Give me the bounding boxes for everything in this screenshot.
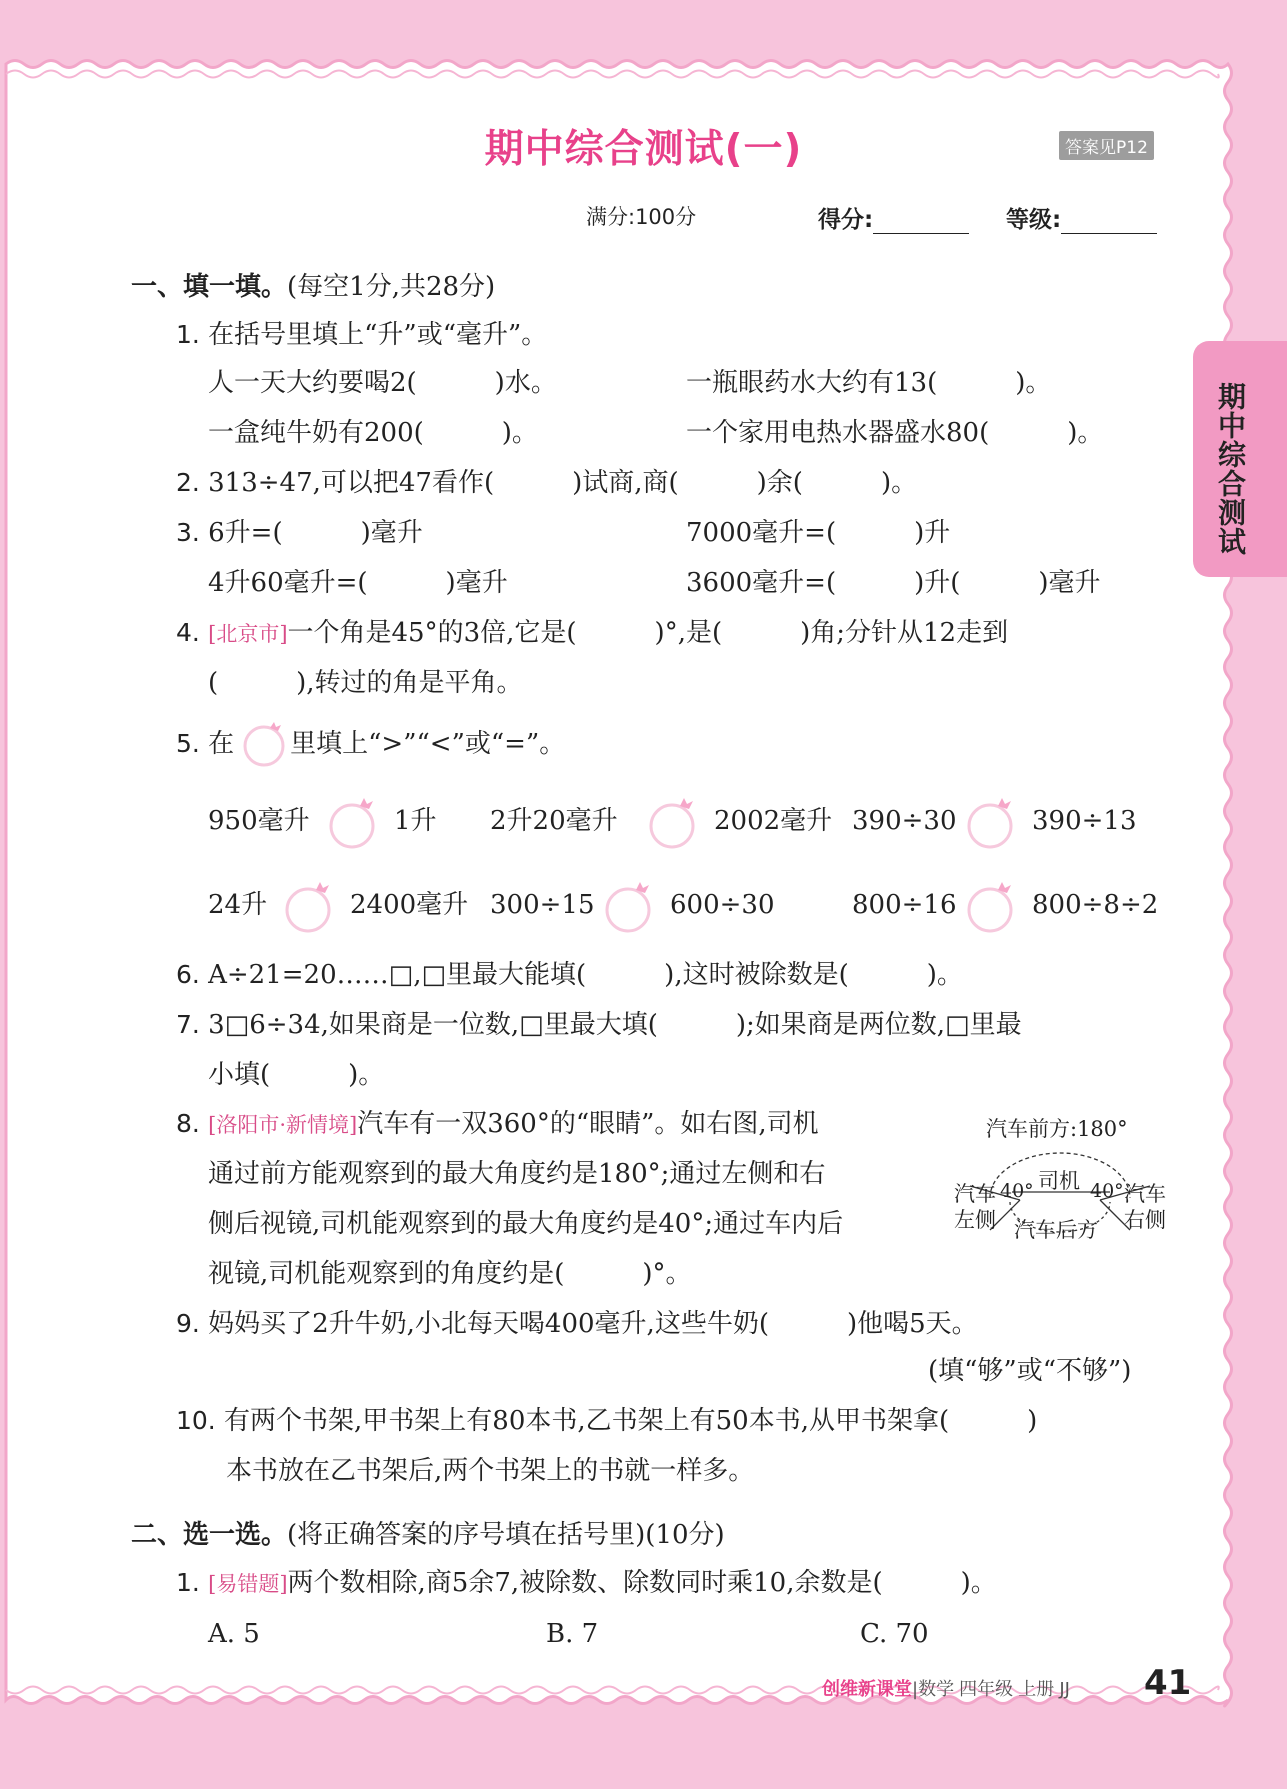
full-score-label: 满分:100分 bbox=[586, 205, 697, 229]
cmp-r2-left-3: 800÷16 bbox=[852, 890, 957, 920]
side-tab-label: 期中综合测试 bbox=[1214, 382, 1247, 556]
q8-num: 8. bbox=[176, 1109, 200, 1138]
section1-title: 一、填一填。 bbox=[131, 272, 288, 302]
cmp-r1-left-3: 390÷30 bbox=[852, 806, 957, 836]
q5-text-b: 里填上“>”“<”或“=”。 bbox=[290, 729, 566, 759]
footer-subject: 数学 bbox=[918, 1679, 955, 1700]
q1-item-b: 一瓶眼药水大约有13( )。 bbox=[686, 368, 1052, 398]
question-7 bbox=[176, 1008, 1022, 1042]
q3-item-c: 4升60毫升=( )毫升 bbox=[208, 568, 508, 598]
footer-grade: 四年级 bbox=[959, 1679, 1014, 1700]
answer-circle-r2-1[interactable] bbox=[282, 880, 336, 934]
diagram-angle-left: 40° bbox=[1000, 1180, 1034, 1202]
question-5 bbox=[176, 727, 565, 761]
q7-text: 3□6÷34,如果商是一位数,□里最大填( );如果商是两位数,□里最 bbox=[208, 1010, 1022, 1040]
grade-label: 等级: bbox=[1006, 207, 1062, 233]
footer bbox=[822, 1675, 1070, 1701]
diagram-left-b: 左侧 bbox=[954, 1208, 996, 1232]
footer-brand: 创维新课堂 bbox=[822, 1679, 912, 1700]
s2q1-num: 1. bbox=[176, 1568, 200, 1597]
page-number: 41 bbox=[1144, 1663, 1192, 1703]
cmp-r2-right-2: 600÷30 bbox=[670, 890, 775, 920]
grade-field[interactable] bbox=[1006, 201, 1157, 234]
option-b[interactable]: B. 7 bbox=[546, 1619, 599, 1649]
q8-line4: 视镜,司机能观察到的角度约是( )°。 bbox=[208, 1259, 692, 1289]
cmp-r2-right-3: 800÷8÷2 bbox=[1032, 890, 1159, 920]
diagram-right-a: 汽车 bbox=[1124, 1182, 1166, 1206]
diagram-driver-label: 司机 bbox=[1038, 1169, 1080, 1193]
answer-circle-r1-3[interactable] bbox=[964, 796, 1018, 850]
score-blank bbox=[873, 211, 969, 234]
page-title: 期中综合测试(一) bbox=[484, 127, 803, 172]
q1-item-c: 一盒纯牛奶有200( )。 bbox=[208, 418, 538, 448]
q8-line3: 侧后视镜,司机能观察到的最大角度约是40°;通过车内后 bbox=[208, 1209, 844, 1239]
q10-text-line2: 本书放在乙书架后,两个书架上的书就一样多。 bbox=[226, 1456, 755, 1486]
q7-num: 7. bbox=[176, 1010, 200, 1039]
q1-item-a: 人一天大约要喝2( )水。 bbox=[208, 368, 557, 398]
q1-item-d: 一个家用电热水器盛水80( )。 bbox=[686, 418, 1104, 448]
section1-heading bbox=[131, 266, 495, 304]
s2-question-1 bbox=[176, 1566, 997, 1601]
answer-circle-r1-1[interactable] bbox=[326, 796, 380, 850]
question-3 bbox=[176, 516, 423, 550]
answer-circle-r2-3[interactable] bbox=[964, 880, 1018, 934]
question-8 bbox=[176, 1107, 819, 1142]
q4-num: 4. bbox=[176, 618, 200, 647]
cmp-r1-left-2: 2升20毫升 bbox=[490, 806, 618, 836]
q9-text: 妈妈买了2升牛奶,小北每天喝400毫升,这些牛奶( )他喝5天。 bbox=[208, 1309, 978, 1339]
cmp-r1-right-2: 2002毫升 bbox=[714, 806, 833, 836]
diagram-right-b: 右侧 bbox=[1124, 1208, 1166, 1232]
footer-edition: JJ bbox=[1059, 1679, 1070, 1700]
q3-num: 3. bbox=[176, 518, 200, 547]
q6-num: 6. bbox=[176, 960, 200, 989]
option-a[interactable]: A. 5 bbox=[208, 1619, 260, 1649]
q8-tag: [洛阳市·新情境] bbox=[208, 1113, 358, 1137]
q4-text: 一个角是45°的3倍,它是( )°,是( )角;分针从12走到 bbox=[287, 618, 1009, 648]
diagram-left-a: 汽车 bbox=[954, 1182, 996, 1206]
q10-num: 10. bbox=[176, 1406, 216, 1435]
section2-heading bbox=[131, 1514, 725, 1552]
q2-num: 2. bbox=[176, 468, 200, 497]
diagram-back-label: 汽车后方 bbox=[1014, 1218, 1098, 1242]
answer-circle-r1-2[interactable] bbox=[646, 796, 700, 850]
footer-volume: 上册 bbox=[1018, 1679, 1055, 1700]
compare-circle-icon bbox=[240, 720, 288, 768]
question-10 bbox=[176, 1404, 1037, 1438]
cmp-r2-left-1: 24升 bbox=[208, 890, 268, 920]
q7-text-line2: 小填( )。 bbox=[208, 1060, 385, 1090]
score-field[interactable] bbox=[818, 201, 969, 234]
q9-hint: (填“够”或“不够”) bbox=[928, 1356, 1132, 1386]
section1-note: (每空1分,共28分) bbox=[287, 272, 496, 302]
grade-blank bbox=[1061, 211, 1157, 234]
cmp-r1-left-1: 950毫升 bbox=[208, 806, 310, 836]
q6-text: A÷21=20……□,□里最大能填( ),这时被除数是( )。 bbox=[208, 960, 963, 990]
q3-item-b: 7000毫升=( )升 bbox=[686, 518, 951, 548]
option-c[interactable]: C. 70 bbox=[860, 1619, 929, 1649]
q1-num: 1. bbox=[176, 320, 200, 349]
q4-tag: [北京市] bbox=[208, 622, 288, 646]
cmp-r1-right-3: 390÷13 bbox=[1032, 806, 1137, 836]
q3-item-a: 6升=( )毫升 bbox=[208, 518, 423, 548]
q5-text-a: 在 bbox=[208, 729, 235, 759]
q8-line1: 汽车有一双360°的“眼睛”。如右图,司机 bbox=[357, 1109, 819, 1139]
answer-circle-r2-2[interactable] bbox=[602, 880, 656, 934]
answer-reference-badge: 答案见P12 bbox=[1059, 131, 1154, 160]
question-1 bbox=[176, 318, 547, 352]
cmp-r2-left-2: 300÷15 bbox=[490, 890, 595, 920]
section2-note: (将正确答案的序号填在括号里)(10分) bbox=[287, 1520, 725, 1550]
s2q1-tag: [易错题] bbox=[208, 1572, 288, 1596]
section2-title: 二、选一选。 bbox=[131, 1520, 288, 1550]
question-4 bbox=[176, 616, 1008, 651]
footer-divider: | bbox=[912, 1679, 919, 1700]
score-label: 得分: bbox=[818, 207, 874, 233]
q1-text: 在括号里填上“升”或“毫升”。 bbox=[208, 320, 548, 350]
question-2 bbox=[176, 466, 917, 500]
q10-text: 有两个书架,甲书架上有80本书,乙书架上有50本书,从甲书架拿( ) bbox=[224, 1406, 1038, 1436]
q3-item-d: 3600毫升=( )升( )毫升 bbox=[686, 568, 1101, 598]
s2q1-text: 两个数相除,商5余7,被除数、除数同时乘10,余数是( )。 bbox=[287, 1568, 997, 1598]
q5-num: 5. bbox=[176, 729, 200, 758]
diagram-front-label: 汽车前方:180° bbox=[986, 1117, 1128, 1141]
q9-num: 9. bbox=[176, 1309, 200, 1338]
q8-line2: 通过前方能观察到的最大角度约是180°;通过左侧和右 bbox=[208, 1159, 826, 1189]
cmp-r1-right-1: 1升 bbox=[394, 806, 437, 836]
q4-text-line2: ( ),转过的角是平角。 bbox=[208, 668, 523, 698]
question-6 bbox=[176, 958, 963, 992]
q2-text: 313÷47,可以把47看作( )试商,商( )余( )。 bbox=[208, 468, 918, 498]
question-9 bbox=[176, 1307, 978, 1341]
cmp-r2-right-1: 2400毫升 bbox=[350, 890, 469, 920]
diagram-angle-right: 40° bbox=[1090, 1180, 1124, 1202]
